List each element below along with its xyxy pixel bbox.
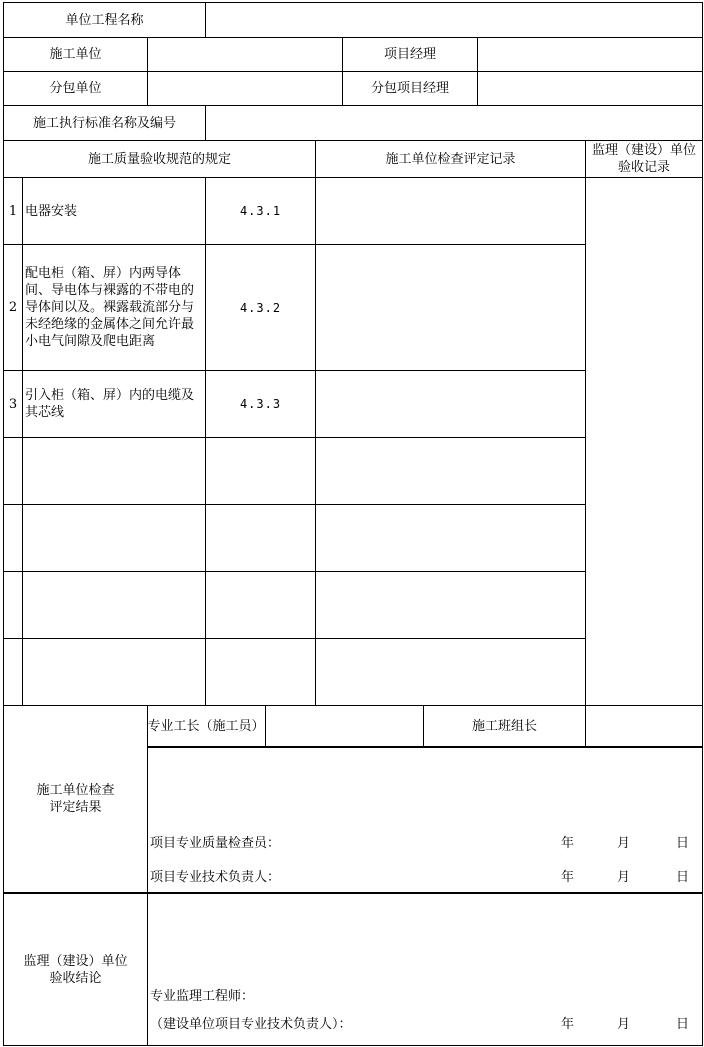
quality-inspector-label: 项目专业质量检查员： xyxy=(150,836,281,851)
supervisor-record-field[interactable] xyxy=(586,178,702,705)
contractor-record-header: 施工单位检查评定记录 xyxy=(385,151,516,167)
item-record-field[interactable] xyxy=(316,371,585,437)
date-day: 日 xyxy=(676,836,690,851)
team-leader-label: 施工班组长 xyxy=(471,718,537,734)
standard-field[interactable] xyxy=(206,106,702,140)
date-year: 年 xyxy=(561,1017,575,1032)
supervisor-record-header xyxy=(586,141,702,177)
date-year: 年 xyxy=(561,836,575,851)
check-result-field[interactable] xyxy=(148,748,702,828)
supervision-conclusion-label-line1: 监理（建设）单位 xyxy=(23,953,128,969)
date-month: 月 xyxy=(617,836,631,851)
supervision-conclusion-label xyxy=(4,894,147,1045)
supervisor-record-header-line2: 验收记录 xyxy=(617,160,670,175)
project-name-label: 单位工程名称 xyxy=(65,12,144,28)
rule xyxy=(3,1045,703,1046)
check-result-label xyxy=(4,706,147,892)
contractor-field[interactable] xyxy=(148,38,342,71)
item-number: 2 xyxy=(8,300,18,315)
date-day: 日 xyxy=(676,870,690,885)
supervisor-record-header-line1: 监理（建设）单位 xyxy=(591,143,696,158)
team-leader-field[interactable] xyxy=(586,706,702,746)
item-description: 配电柜（箱、屏）内两导体间、导电体与裸露的不带电的导体间以及。裸露载流部分与未经绝缘的金属体之间允许最小电气间隙及爬电距离 xyxy=(25,266,195,349)
supervision-conclusion-field[interactable] xyxy=(148,894,702,982)
sub-project-manager-field[interactable] xyxy=(478,72,702,105)
project-manager-field[interactable] xyxy=(478,38,702,71)
item-record-field[interactable] xyxy=(316,178,585,244)
empty-row[interactable] xyxy=(4,639,585,705)
item-clause: 4.3.1 xyxy=(239,204,282,218)
supervision-conclusion-label-line2: 验收结论 xyxy=(49,970,102,986)
item-clause: 4.3.3 xyxy=(239,397,282,411)
foreman-label: 专业工长（施工员） xyxy=(147,718,265,734)
check-result-label-line1: 施工单位检查 xyxy=(36,783,115,798)
empty-row[interactable] xyxy=(4,438,585,504)
item-record-field[interactable] xyxy=(316,245,585,370)
foreman-field[interactable] xyxy=(266,706,423,746)
item-description: 引入柜（箱、屏）内的电缆及其芯线 xyxy=(25,388,195,420)
date-day: 日 xyxy=(676,1017,690,1032)
project-manager-label: 项目经理 xyxy=(383,47,436,62)
date-month: 月 xyxy=(617,870,631,885)
owner-tech-lead-label: （建设单位项目专业技术负责人）： xyxy=(150,1017,352,1032)
item-number: 3 xyxy=(8,396,18,412)
subcontractor-field[interactable] xyxy=(148,72,342,105)
project-name-field[interactable] xyxy=(206,3,702,37)
spec-column-header: 施工质量验收规范的规定 xyxy=(87,151,231,167)
empty-row[interactable] xyxy=(4,505,585,571)
empty-row[interactable] xyxy=(4,572,585,638)
item-number: 1 xyxy=(8,203,18,219)
item-clause: 4.3.2 xyxy=(239,300,282,315)
item-description: 电器安装 xyxy=(25,203,78,219)
tech-lead-label: 项目专业技术负责人： xyxy=(150,870,281,885)
subcontractor-label: 分包单位 xyxy=(49,81,102,96)
rule xyxy=(702,2,703,1046)
sub-project-manager-label: 分包项目经理 xyxy=(370,81,449,96)
date-month: 月 xyxy=(617,1017,631,1032)
standard-label: 施工执行标准名称及编号 xyxy=(32,115,176,131)
contractor-label: 施工单位 xyxy=(49,47,102,62)
supervising-engineer-label: 专业监理工程师： xyxy=(150,989,255,1004)
date-year: 年 xyxy=(561,870,575,885)
check-result-label-line2: 评定结果 xyxy=(49,800,102,815)
